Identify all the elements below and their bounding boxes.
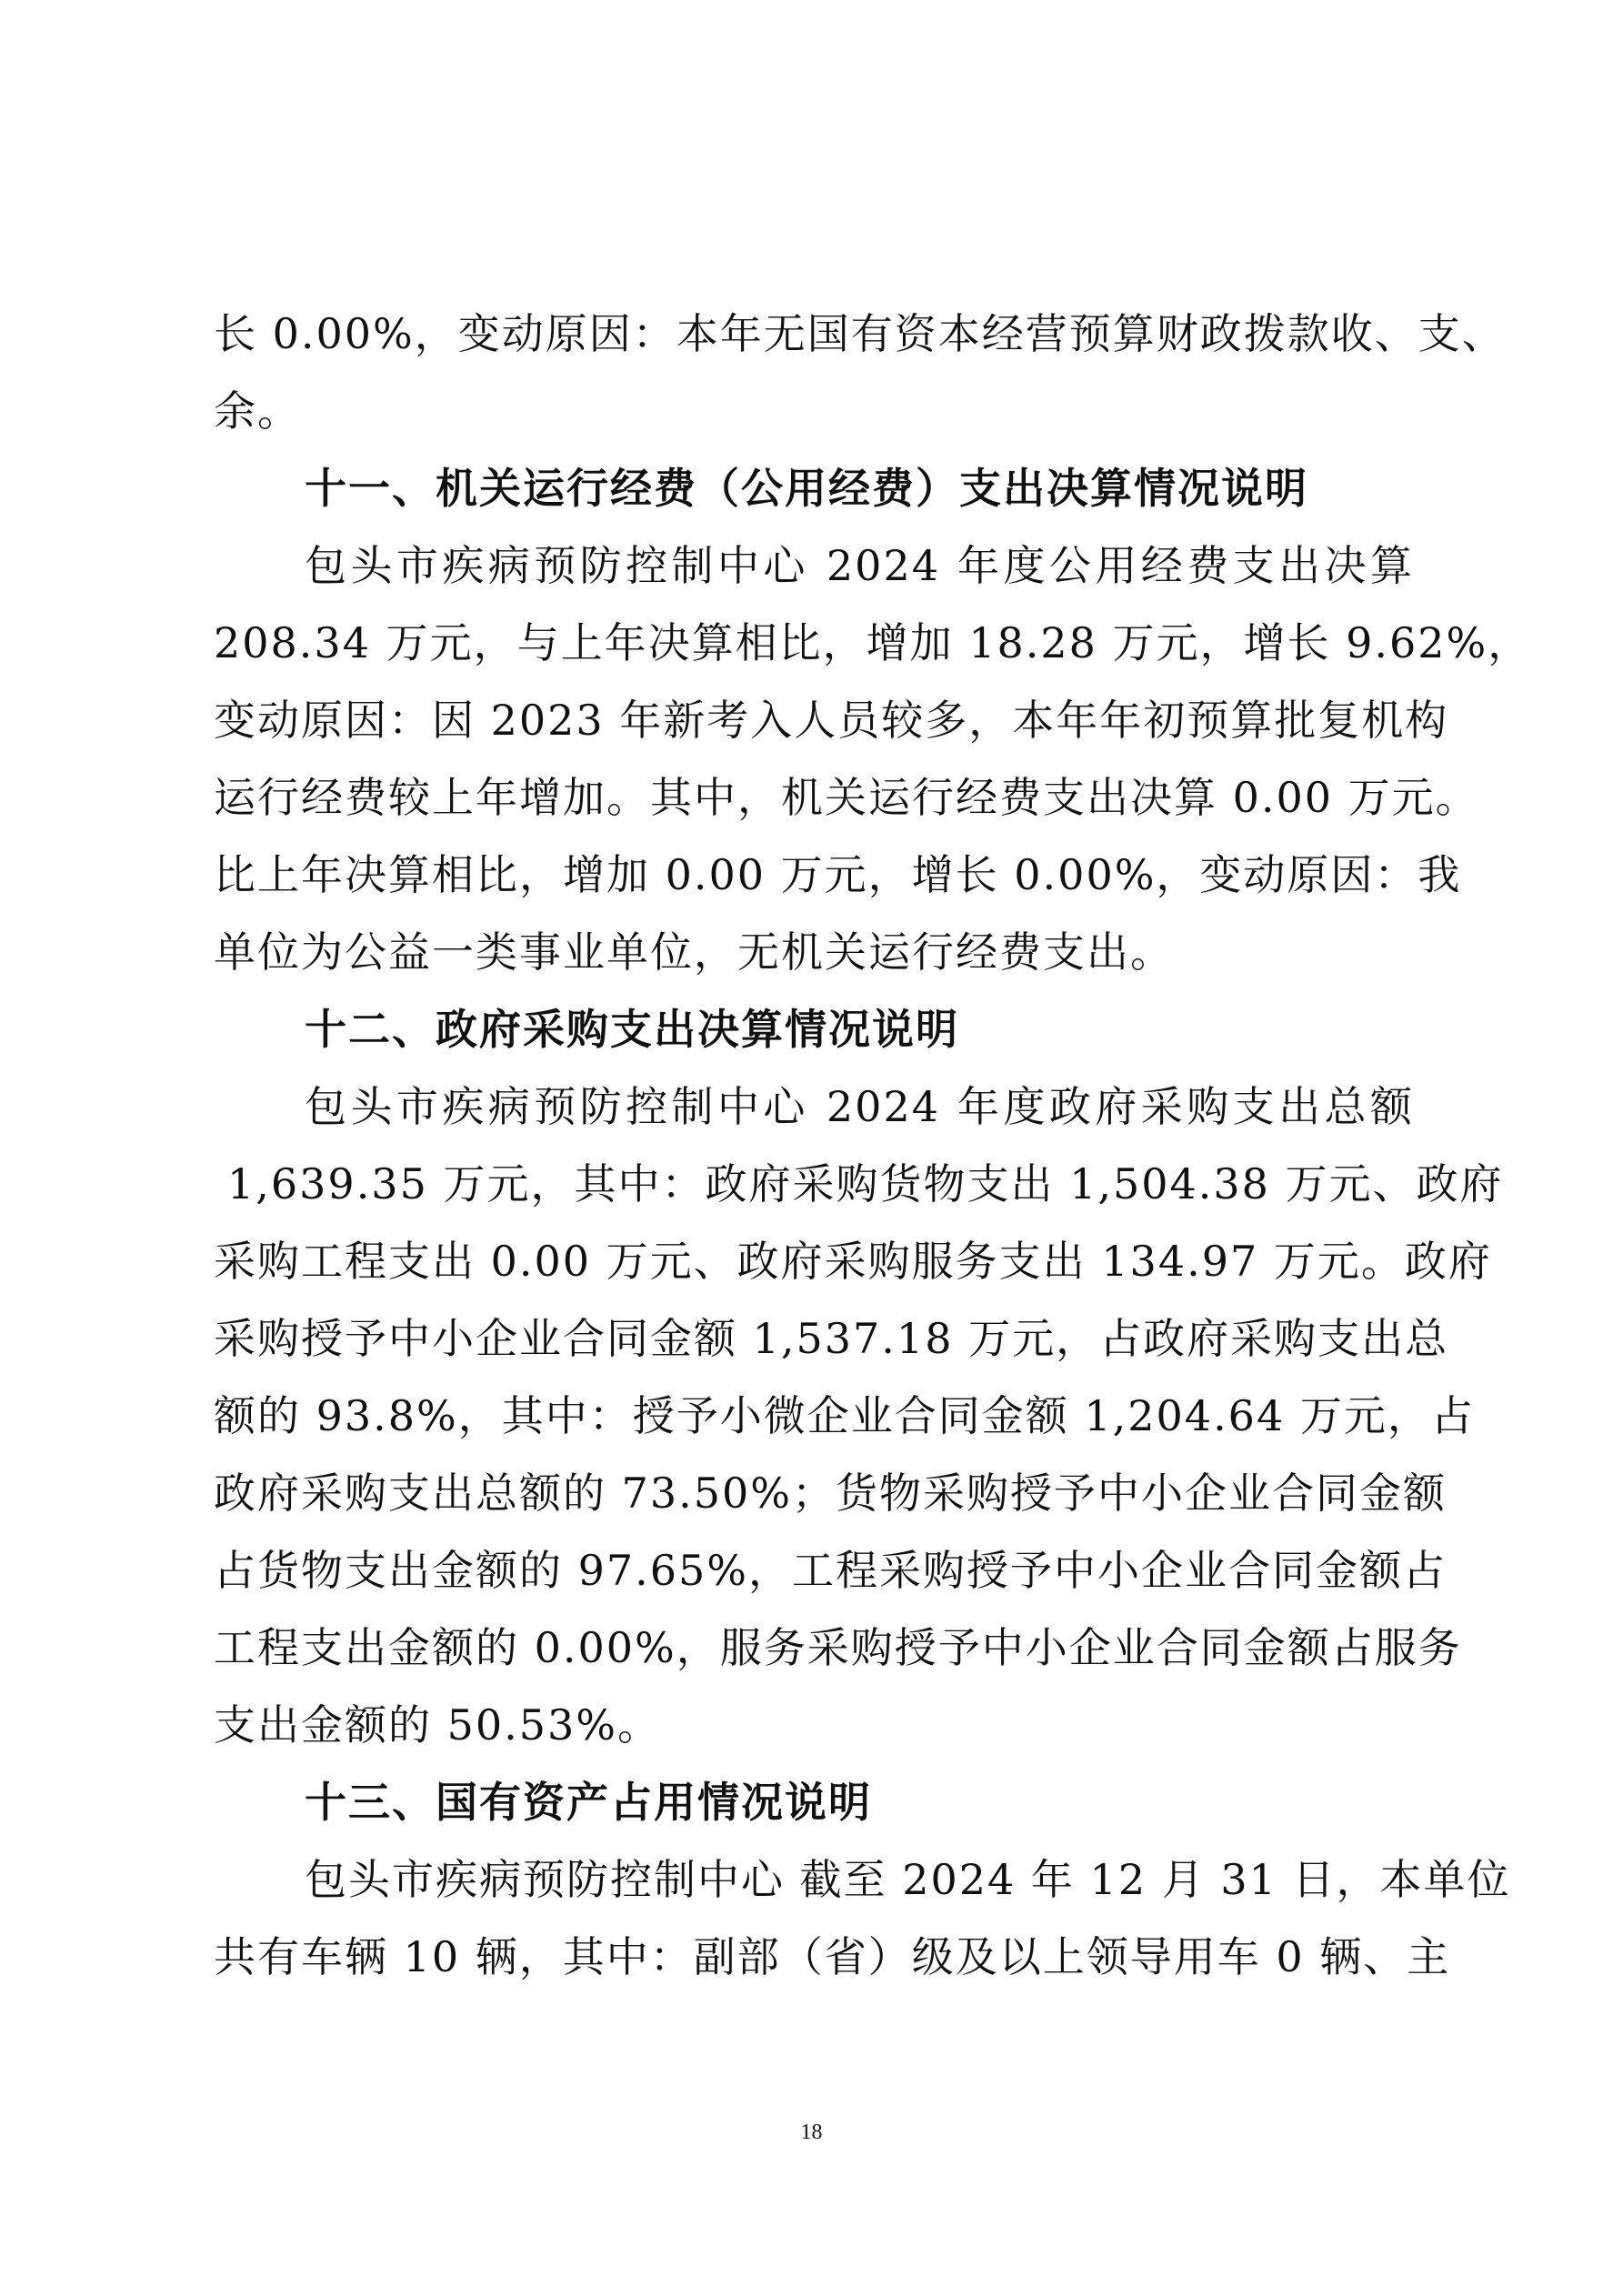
section-12-line-3: 采购工程支出 0.00 万元、政府采购服务支出 134.97 万元。政府 [214, 1237, 1492, 1286]
section-12-line-1: 包头市疾病预防控制中心 2024 年度政府采购支出总额 [305, 1082, 1414, 1131]
section-13-line-2: 共有车辆 10 辆，其中：副部（省）级及以上领导用车 0 辆、主 [214, 1932, 1451, 1981]
section-13-line-1: 包头市疾病预防控制中心 截至 2024 年 12 月 31 日，本单位 [305, 1855, 1511, 1904]
section-11-line-1: 包头市疾病预防控制中心 2024 年度公用经费支出决算 [305, 541, 1414, 590]
section-12-line-2: 1,639.35 万元，其中：政府采购货物支出 1,504.38 万元、政府 [227, 1159, 1504, 1208]
section-12-line-4: 采购授予中小企业合同金额 1,537.18 万元，占政府采购支出总 [214, 1314, 1449, 1363]
continuation-line-1: 长 0.00%，变动原因：本年无国有资本经营预算财政拨款收、支、 [214, 309, 1506, 358]
section-12-line-6: 政府采购支出总额的 73.50%；货物采购授予中小企业合同金额 [214, 1469, 1448, 1518]
section-13-heading: 十三、国有资产占用情况说明 [305, 1778, 872, 1827]
page-number: 18 [800, 2121, 823, 2144]
section-12-heading: 十二、政府采购支出决算情况说明 [305, 1005, 959, 1054]
section-11-line-2: 208.34 万元，与上年决算相比，增加 18.28 万元，增长 9.62%， [214, 618, 1532, 667]
section-11-line-4: 运行经费较上年增加。其中，机关运行经费支出决算 0.00 万元。 [214, 773, 1479, 822]
continuation-line-2: 余。 [214, 386, 301, 436]
section-12-line-7: 占货物支出金额的 97.65%，工程采购授予中小企业合同金额占 [214, 1546, 1448, 1595]
section-12-line-5: 额的 93.8%，其中：授予小微企业合同金额 1,204.64 万元，占 [214, 1391, 1475, 1440]
section-12-line-8: 工程支出金额的 0.00%，服务采购授予中小企业合同金额占服务 [214, 1623, 1462, 1672]
section-11-heading: 十一、机关运行经费（公用经费）支出决算情况说明 [305, 464, 1308, 513]
section-12-line-9: 支出金额的 50.53%。 [214, 1700, 662, 1750]
section-11-line-6: 单位为公益一类事业单位，无机关运行经费支出。 [214, 927, 1174, 977]
section-11-line-3: 变动原因：因 2023 年新考入人员较多，本年年初预算批复机构 [214, 696, 1449, 745]
section-11-line-5: 比上年决算相比，增加 0.00 万元，增长 0.00%，变动原因：我 [214, 850, 1462, 899]
